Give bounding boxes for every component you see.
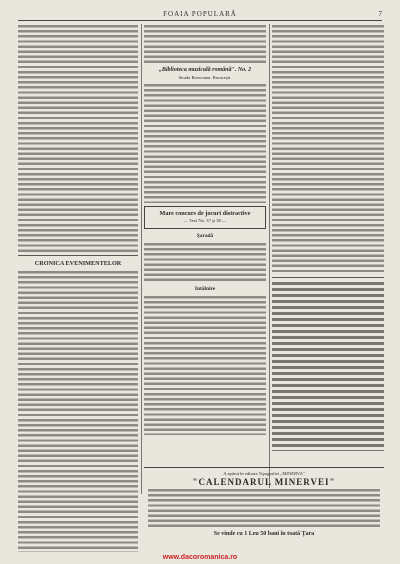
italic-notice [272,281,384,451]
section-heading: „Biblioteca muzicală română". No. 2 [158,67,252,73]
page-number: 7 [378,10,382,18]
body-text [144,295,266,435]
puzzle-title: Şaradă [196,233,214,239]
body-text [144,242,266,282]
body-text [144,83,266,203]
body-text [272,24,384,274]
ad-footer: Se vinde cu 1 Leu 50 bani în toată Ţara [213,531,315,537]
calendar-advertisement [144,467,384,552]
watermark: www.dacoromanica.ro [162,554,238,561]
section-subheading: Strada Brezoianu. Bucureşti. [178,75,232,80]
column-2 [144,24,266,464]
page-title: FOAIA POPULARĂ [163,10,237,18]
column-divider [269,24,270,494]
separator [272,277,384,278]
body-text [18,24,138,252]
separator [18,255,138,256]
column-3 [272,24,384,464]
ad-body [148,488,380,528]
section-heading: CRONICA EVENIMENTELOR [34,260,122,267]
page-header [18,10,382,20]
puzzle-title: Intălnire [194,286,216,292]
header-rule [18,20,382,21]
contest-subtitle: — Vezi No. 37 şi 38 — [183,218,227,223]
contest-box [144,206,266,229]
body-text [144,24,266,64]
body-text [18,270,138,552]
contest-title: Mare concurs de jocuri distractive [159,210,251,217]
ad-top-line: A apărut în editura Tipografiei „MINERVA" [223,471,305,476]
column-divider [141,24,142,494]
ad-title: "CALENDARUL MINERVEI" [192,477,336,487]
column-1 [18,24,138,552]
